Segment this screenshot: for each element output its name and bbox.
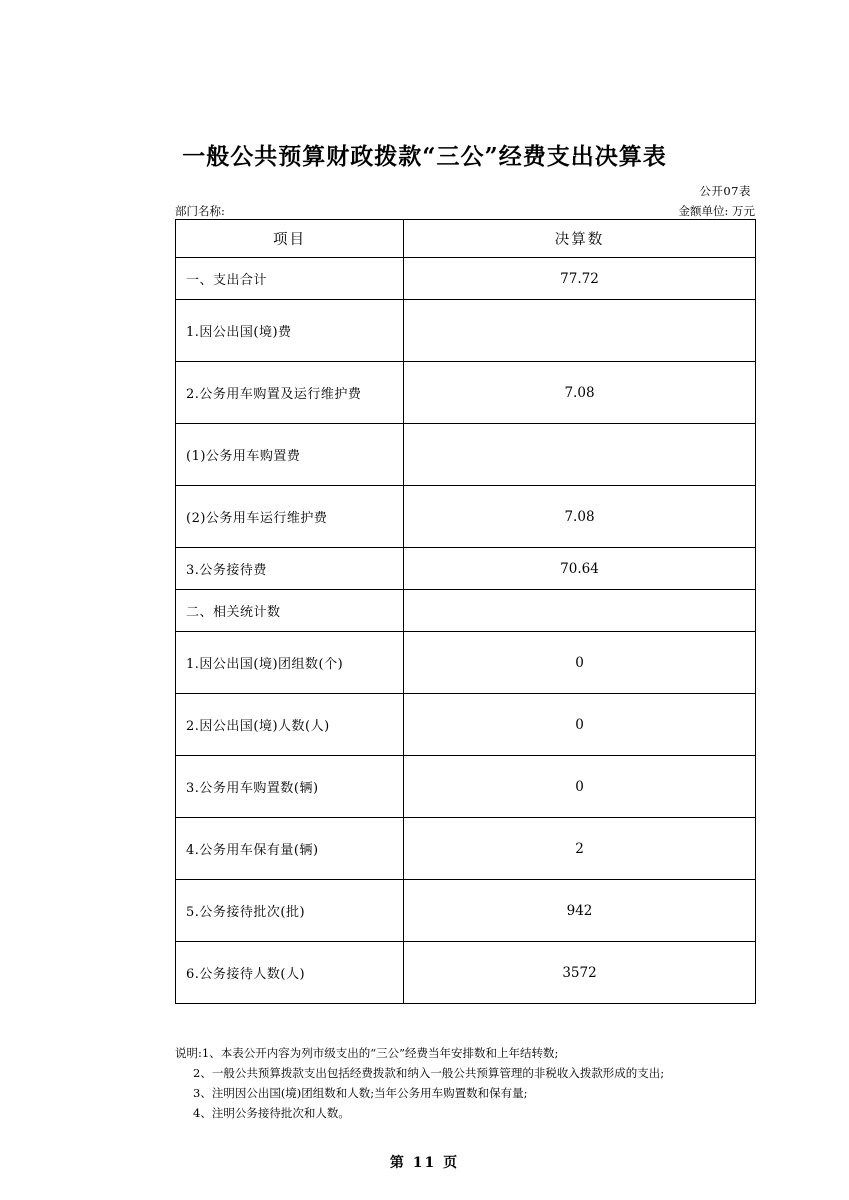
row-value: 0: [404, 756, 756, 818]
table-row: [176, 486, 756, 548]
table-row: [176, 258, 756, 300]
table-row: [176, 818, 756, 880]
note-line: 2、一般公共预算拨款支出包括经费拨款和纳入一般公共预算管理的非税收入拨款形成的支出;: [193, 1066, 665, 1081]
table-row: [176, 362, 756, 424]
table-row: [176, 590, 756, 632]
row-value: [404, 300, 756, 362]
row-label: 2.公务用车购置及运行维护费: [176, 362, 404, 424]
table-header-row: [176, 220, 756, 258]
row-value: [404, 424, 756, 486]
page-number: 第 11 页: [389, 1155, 460, 1171]
table-row: [176, 942, 756, 1004]
row-label: 1.因公出国(境)团组数(个): [176, 632, 404, 694]
row-value: 2: [404, 818, 756, 880]
row-label: (2)公务用车运行维护费: [176, 486, 404, 548]
row-label: 6.公务接待人数(人): [176, 942, 404, 1004]
column-header-item: 项目: [176, 220, 404, 258]
note-line: 4、注明公务接待批次和人数。: [193, 1106, 350, 1121]
row-label: (1)公务用车购置费: [176, 424, 404, 486]
page-title: 一般公共预算财政拨款“三公”经费支出决算表: [182, 143, 667, 170]
row-value: 7.08: [404, 486, 756, 548]
row-value: 7.08: [404, 362, 756, 424]
row-value: 3572: [404, 942, 756, 1004]
row-label: 4.公务用车保有量(辆): [176, 818, 404, 880]
row-label: 5.公务接待批次(批): [176, 880, 404, 942]
table-row: [176, 880, 756, 942]
table-notes: [175, 1043, 775, 1124]
column-header-final-amount: 决算数: [404, 220, 756, 258]
row-value: 70.64: [404, 548, 756, 590]
row-value: 77.72: [404, 258, 756, 300]
row-value: 0: [404, 694, 756, 756]
table-row: [176, 756, 756, 818]
row-label: 二、相关统计数: [176, 590, 404, 632]
department-name-label: 部门名称:: [175, 204, 225, 218]
table-row: [176, 300, 756, 362]
table-row: [176, 424, 756, 486]
row-label: 3.公务接待费: [176, 548, 404, 590]
row-value: 942: [404, 880, 756, 942]
form-code: 公开07表: [699, 184, 751, 198]
amount-unit-label: 金额单位: 万元: [678, 204, 755, 218]
row-label: 1.因公出国(境)费: [176, 300, 404, 362]
row-label: 一、支出合计: [176, 258, 404, 300]
row-label: 2.因公出国(境)人数(人): [176, 694, 404, 756]
row-value: [404, 590, 756, 632]
budget-table: [175, 219, 756, 1004]
note-line: 说明:1、本表公开内容为列市级支出的“三公”经费当年安排数和上年结转数;: [175, 1046, 559, 1060]
row-value: 0: [404, 632, 756, 694]
table-row: [176, 632, 756, 694]
table-row: [176, 548, 756, 590]
note-line: 3、注明因公出国(境)团组数和人数;当年公务用车购置数和保有量;: [193, 1086, 528, 1101]
table-row: [176, 694, 756, 756]
row-label: 3.公务用车购置数(辆): [176, 756, 404, 818]
table-meta-row: [175, 203, 755, 219]
